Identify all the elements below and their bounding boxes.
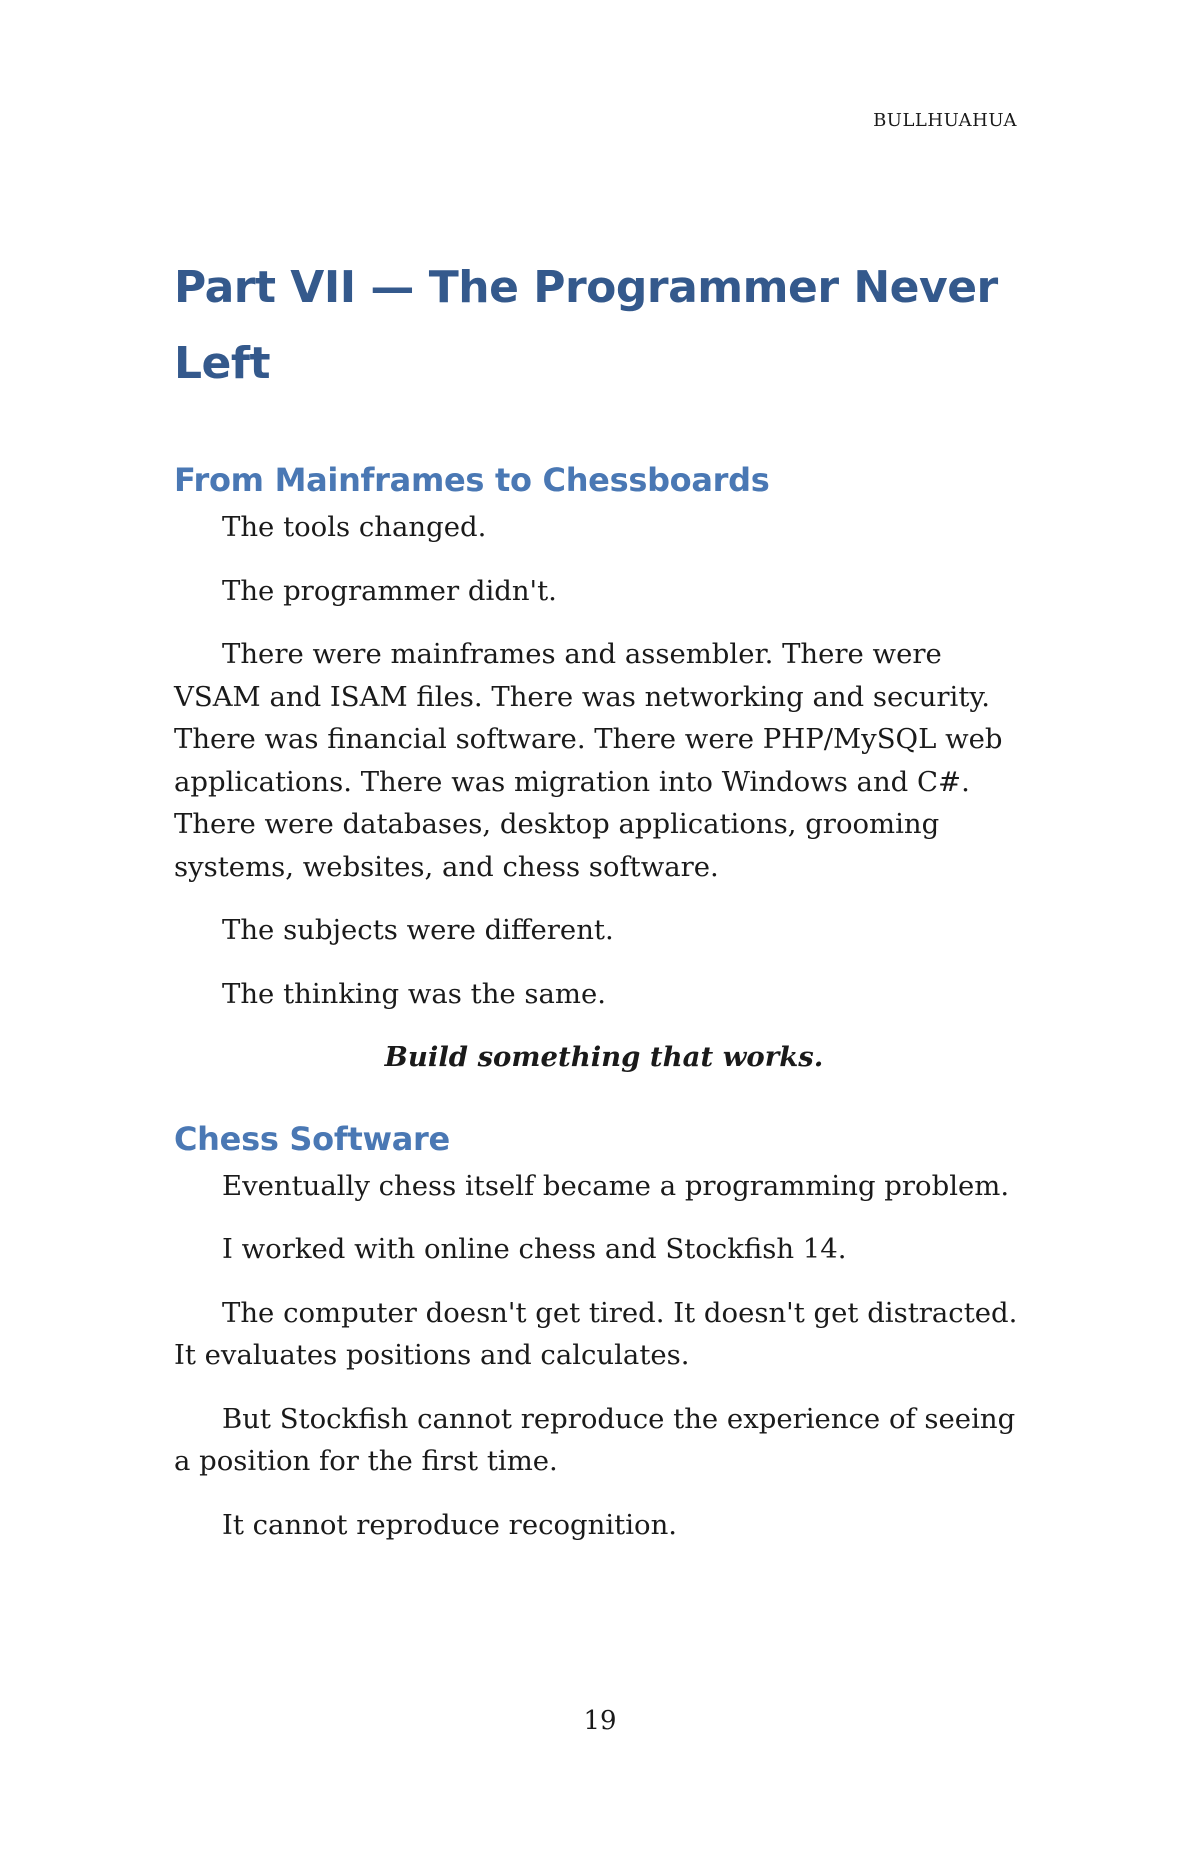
paragraph: But Stockfish cannot reproduce the experience of seeing a position for the first time. [174, 1402, 1016, 1477]
part-title: Part VII — The Programmer Never Left [174, 262, 998, 389]
running-header: BULLHUAHUA [873, 110, 1017, 131]
paragraph: The programmer didn't. [222, 574, 557, 607]
paragraph: The computer doesn't get tired. It doesn't get distracted. It evaluates positions and calculates. [174, 1296, 1018, 1371]
page-content [174, 250, 1034, 1567]
section-heading-chess-software: Chess Software [174, 1119, 450, 1158]
paragraph: I worked with online chess and Stockfish 14. [222, 1233, 847, 1265]
paragraph: The thinking was the same. [222, 977, 607, 1010]
paragraph: The subjects were different. [222, 914, 614, 946]
paragraph: There were mainframes and assembler. There were VSAM and ISAM files. There was networking and security. There was financial software. There were PHP/MySQL web applications. There was migration into Windows and C#. There were databases, desktop applications, grooming systems, websites, and chess software. [174, 638, 1003, 883]
paragraph: The tools changed. [222, 511, 487, 543]
paragraph: It cannot reproduce recognition. [222, 1508, 678, 1541]
section-heading-mainframes: From Mainframes to Chessboards [174, 461, 770, 499]
page-number: 19 [583, 1706, 617, 1736]
emphasis-line: Build something that works. [384, 1041, 824, 1073]
paragraph: Eventually chess itself became a programming problem. [222, 1169, 1010, 1202]
